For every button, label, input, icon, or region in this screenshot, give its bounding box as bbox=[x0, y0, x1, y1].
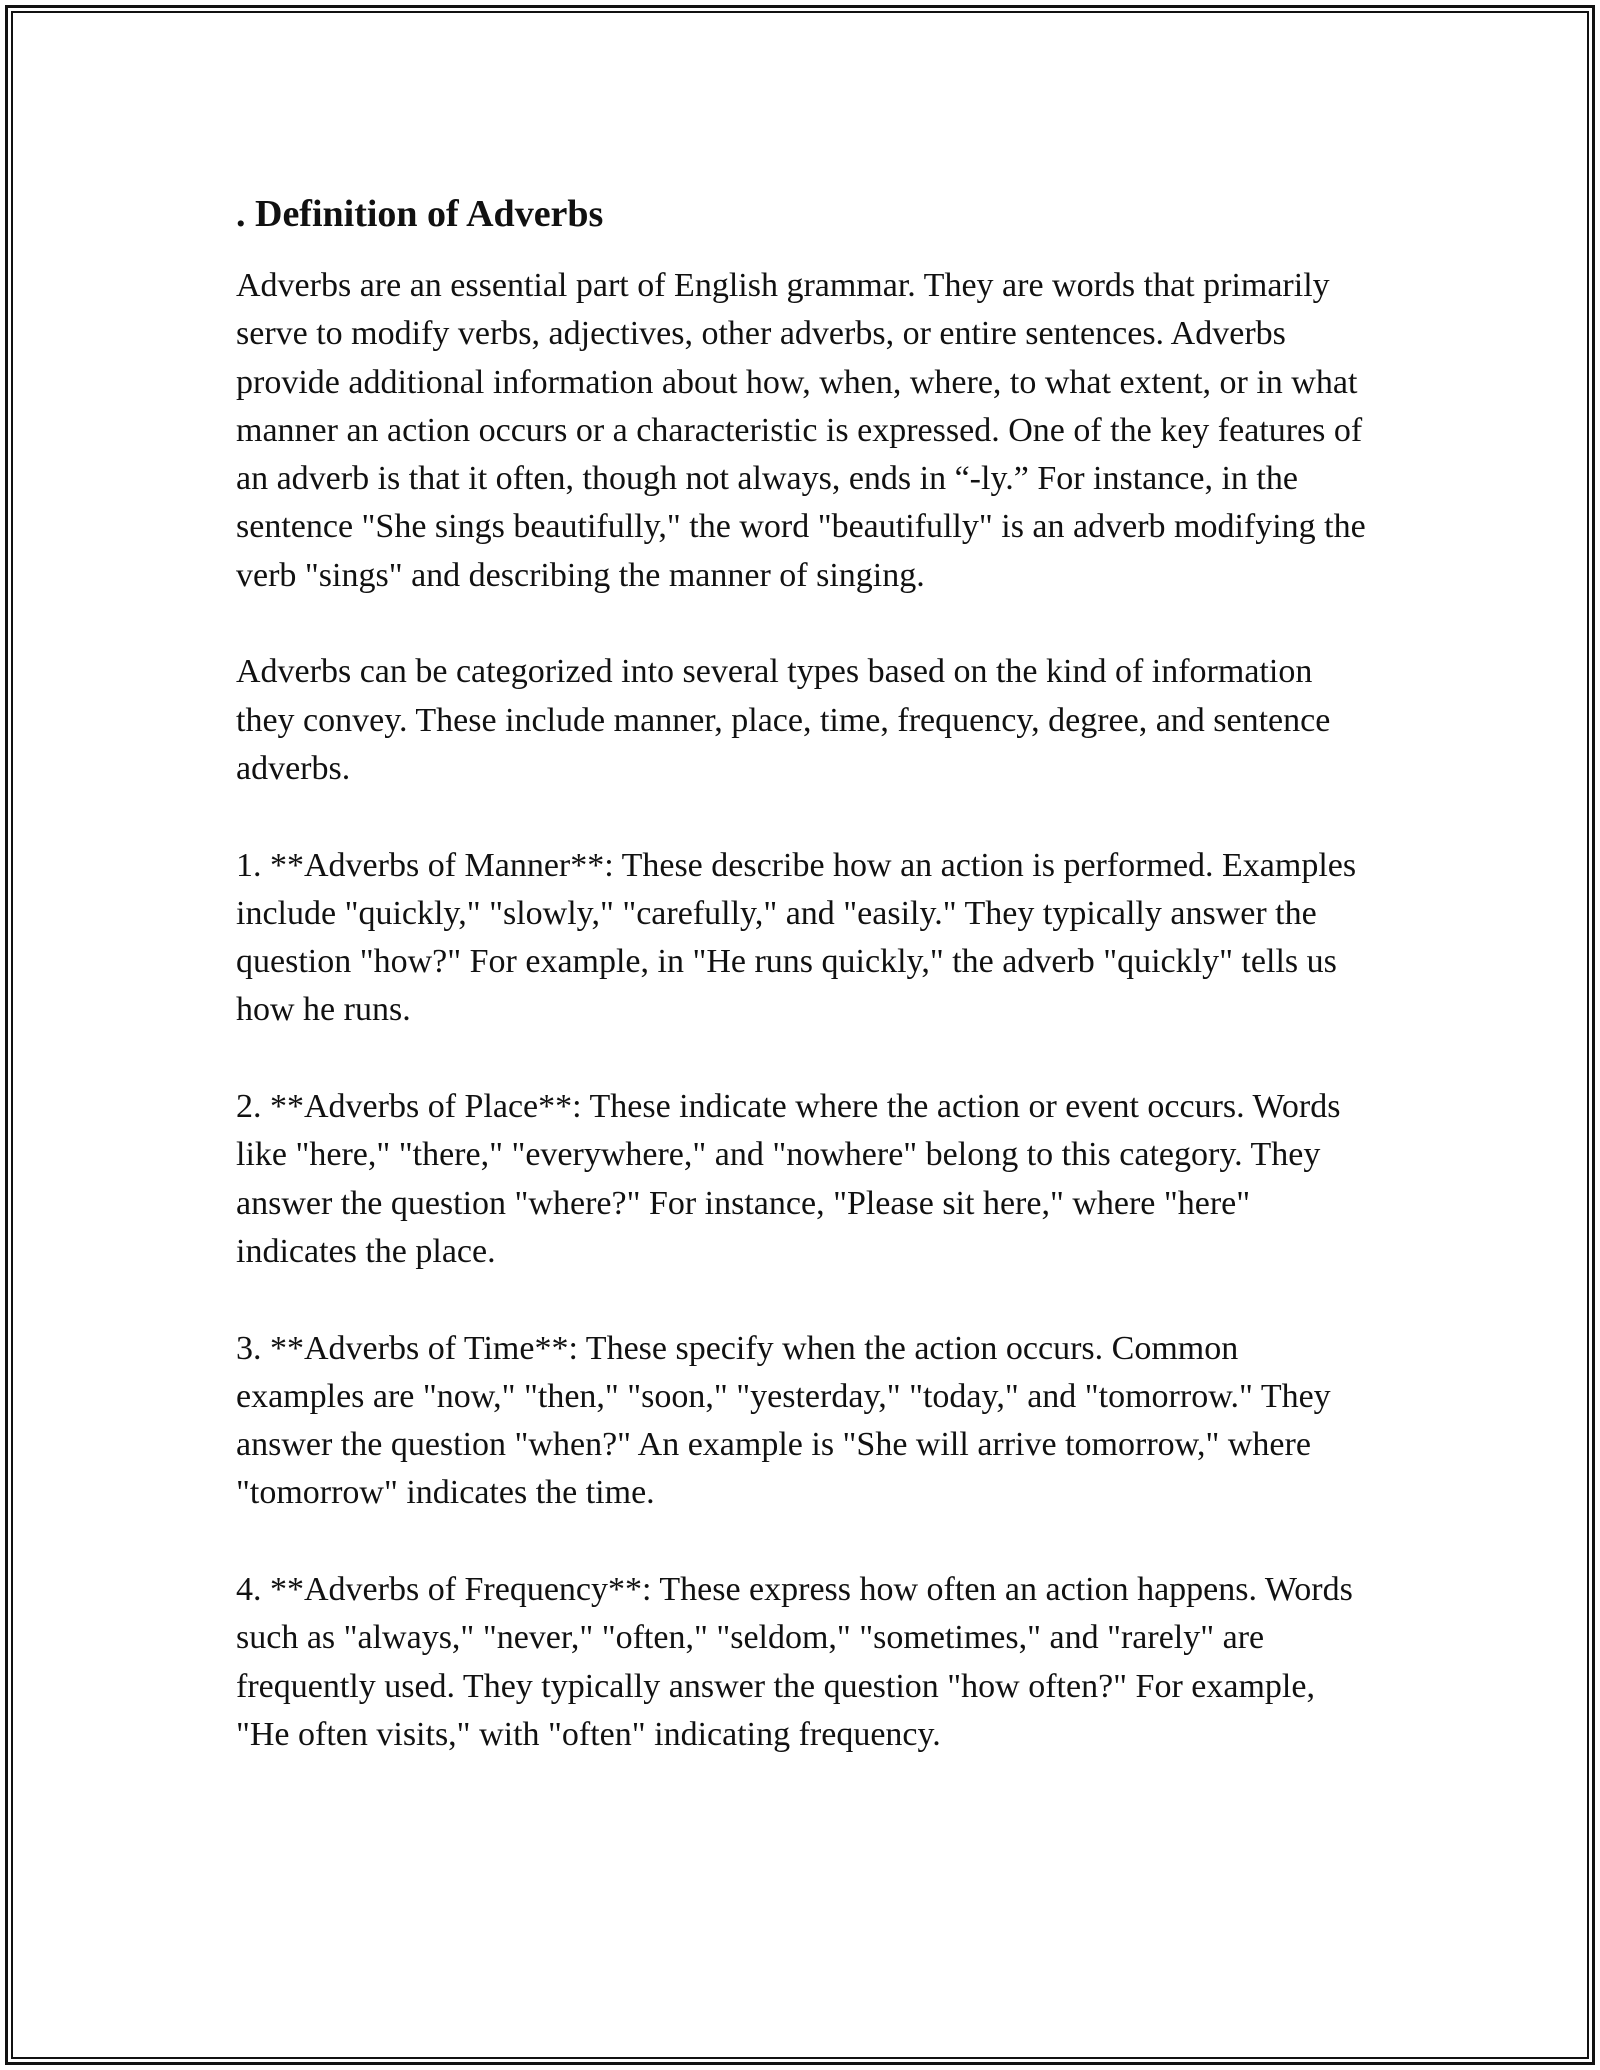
paragraph-manner: 1. **Adverbs of Manner**: These describe how an action is performed. Examples include "quickly," "slowly," "carefully," and "easily." They typically answer the question "how?" For example, in "He runs quickly," the adverb "quickly" tells us how he runs. bbox=[236, 846, 1357, 1029]
document-body bbox=[236, 186, 1366, 1759]
section-heading: . Definition of Adverbs bbox=[236, 193, 604, 235]
paragraph-frequency: 4. **Adverbs of Frequency**: These express how often an action happens. Words such as "always," "never," "often," "seldom," "sometimes," and "rarely" are frequently used. They typically answer the question "how often?" For example, "He often visits," with "often" indicating frequency. bbox=[236, 1571, 1353, 1753]
paragraph-categories: Adverbs can be categorized into several types based on the kind of information they convey. These include manner, place, time, frequency, degree, and sentence adverbs. bbox=[236, 653, 1331, 787]
paragraph-time: 3. **Adverbs of Time**: These specify when the action occurs. Common examples are "now," "then," "soon," "yesterday," "today," and "tomorrow." They answer the question "when?" An example is "She will arrive tomorrow," where "tomorrow" indicates the time. bbox=[236, 1329, 1331, 1512]
paragraph-place: 2. **Adverbs of Place**: These indicate where the action or event occurs. Words like "here," "there," "everywhere," and "nowhere" belong to this category. They answer the question "where?" For instance, "Please sit here," where "here" indicates the place. bbox=[236, 1088, 1341, 1270]
paragraph-definition: Adverbs are an essential part of English grammar. They are words that primarily serve to modify verbs, adjectives, other adverbs, or entire sentences. Adverbs provide additional information about how, when, where, to what extent, or in what manner an action occurs or a characteristic is expressed. One of the key features of an adverb is that it often, though not always, ends in “-ly.” For instance, in the sentence "She sings beautifully," the word "beautifully" is an adverb modifying the verb "sings" and describing the manner of singing. bbox=[236, 267, 1366, 594]
